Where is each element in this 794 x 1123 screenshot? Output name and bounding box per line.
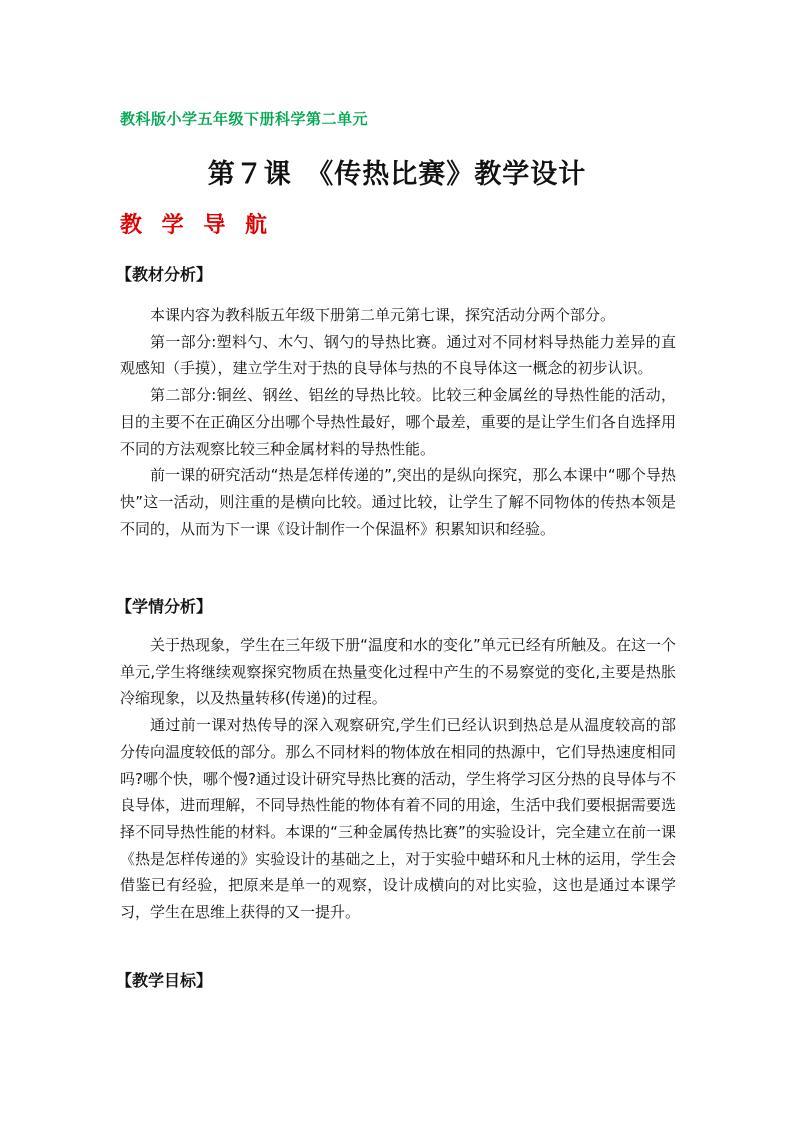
- section-nav-title: 教 学 导 航: [120, 212, 273, 238]
- heading-teaching-goals: 【教学目标】: [116, 971, 213, 990]
- heading-material-analysis: 【教材分析】: [116, 265, 213, 284]
- paragraph: 本课内容为教科版五年级下册第二单元第七课，探究活动分两个部分。: [150, 306, 616, 324]
- unit-label: 教科版小学五年级下册科学第二单元: [120, 110, 369, 128]
- material-analysis-body: [120, 302, 676, 542]
- paragraph: 第一部分:塑料勺、木勺、钢勺的导热比赛。通过对不同材料导热能力差异的直观感知（手摸），建立学生对于热的良导体与热的不良导体这一概念的初步认识。: [120, 332, 676, 378]
- paragraph: 前一课的研究活动“热是怎样传递的”,突出的是纵向探究，那么本课中“哪个导热快”这一活动，则注重的是横向比较。通过比较，让学生了解不同物体的传热本领是不同的，从而为下一课《设计制作一个保温杯》积累知识和经验。: [120, 466, 676, 538]
- paragraph: 通过前一课对热传导的深入观察研究,学生们已经认识到热总是从温度较高的部分传向温度较低的部分。那么不同材料的物体放在相同的热源中，它们导热速度相同吗?哪个快，哪个慢?通过设计研究导热比赛的活动，学生将学习区分热的良导体与不良导体，进而理解，不同导热性能的物体有着不同的用途，生活中我们要根据需要选择不同导热性能的材料。本课的“三种金属传热比赛”的实验设计，完全建立在前一课《热是怎样传递的》实验设计的基础之上，对于实验中蜡环和凡士林的运用，学生会借鉴已有经验，把原来是单一的观察，设计成横向的对比实验，这也是通过本课学习，学生在思维上获得的又一提升。: [120, 716, 676, 922]
- student-analysis-body: [120, 632, 676, 926]
- paragraph: 关于热现象，学生在三年级下册“温度和水的变化”单元已经有所触及。在这一个单元,学生将继续观察探究物质在热量变化过程中产生的不易察觉的变化,主要是热胀冷缩现象，以及热量转移(传递)的过程。: [120, 636, 676, 708]
- paragraph: 第二部分:铜丝、钢丝、铝丝的导热比较。比较三种金属丝的导热性能的活动，目的主要不在正确区分出哪个导热性最好，哪个最差，重要的是让学生们各自选择用不同的方法观察比较三种金属材料的导热性能。: [120, 386, 676, 458]
- page-title: 第７课 《传热比赛》教学设计: [207, 159, 587, 190]
- heading-student-analysis: 【学情分析】: [116, 597, 213, 616]
